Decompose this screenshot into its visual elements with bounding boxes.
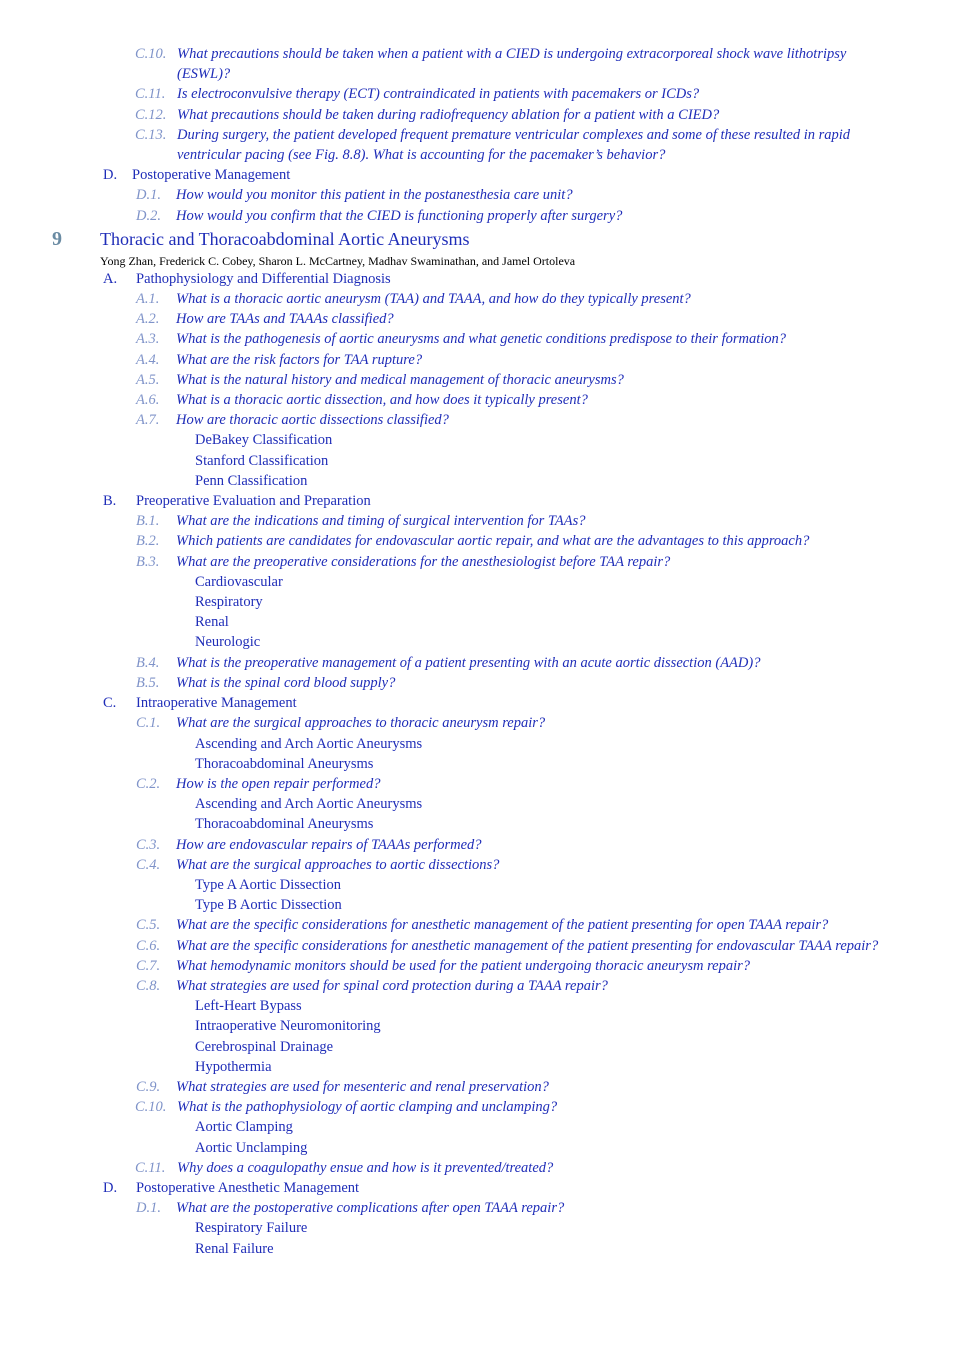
- question-text: What strategies are used for spinal cord protection during a TAAA repair?: [176, 977, 608, 994]
- toc-subtopic[interactable]: Thoracoabdominal Aneurysms: [195, 816, 374, 833]
- section-title: Intraoperative Management: [136, 695, 297, 712]
- question-text: What is a thoracic aortic aneurysm (TAA) and TAAA, and how do they typically present?: [176, 291, 691, 308]
- question-number: C.8.: [136, 977, 161, 994]
- question-number: B.3.: [136, 553, 160, 570]
- toc-question[interactable]: [0, 1158, 953, 1178]
- question-text: What are the specific considerations for anesthetic management of the patient presenting for endovascular TAAA repair?: [176, 937, 879, 954]
- question-number: A.7.: [136, 412, 160, 429]
- toc-question[interactable]: [0, 1097, 953, 1117]
- toc-subtopic[interactable]: Type B Aortic Dissection: [195, 897, 342, 914]
- question-text: What are the specific considerations for anesthetic management of the patient presenting for open TAAA repair?: [176, 917, 829, 934]
- toc-subtopic[interactable]: Cerebrospinal Drainage: [195, 1038, 334, 1055]
- toc-question[interactable]: [0, 976, 953, 996]
- chapter-heading[interactable]: [0, 226, 953, 253]
- question-number: A.4.: [136, 351, 160, 368]
- toc-subtopic[interactable]: Intraoperative Neuromonitoring: [195, 1018, 381, 1035]
- section-letter: B.: [103, 493, 117, 510]
- chapter-number: 9: [52, 227, 62, 250]
- question-text: What is the pathophysiology of aortic clamping and unclamping?: [177, 1099, 558, 1116]
- toc-question[interactable]: [0, 125, 953, 165]
- question-text: What are the indications and timing of surgical intervention for TAAs?: [176, 513, 586, 530]
- toc-question[interactable]: [0, 185, 953, 205]
- toc-question[interactable]: [0, 511, 953, 531]
- question-number: A.3.: [136, 331, 160, 348]
- toc-subtopic[interactable]: Thoracoabdominal Aneurysms: [195, 755, 374, 772]
- toc-section[interactable]: [0, 1178, 953, 1198]
- toc-subtopic[interactable]: Hypothermia: [195, 1058, 272, 1075]
- question-number: C.10.: [135, 46, 167, 62]
- section-letter: D.: [103, 1179, 118, 1196]
- toc-question[interactable]: [0, 936, 953, 956]
- toc-question[interactable]: [0, 1077, 953, 1097]
- question-number: C.3.: [136, 836, 161, 853]
- section-title: Pathophysiology and Differential Diagnosis: [136, 270, 391, 287]
- toc-subtopic[interactable]: Cardiovascular: [195, 573, 283, 590]
- toc-subtopic[interactable]: Renal Failure: [195, 1240, 274, 1257]
- question-text: What are the surgical approaches to thoracic aneurysm repair?: [176, 715, 546, 732]
- toc-subtopic[interactable]: DeBakey Classification: [195, 432, 333, 449]
- question-text: What strategies are used for mesenteric and renal preservation?: [176, 1078, 549, 1095]
- toc-subtopic[interactable]: Aortic Unclamping: [195, 1139, 308, 1156]
- question-number: D.1.: [136, 1200, 161, 1217]
- toc-question[interactable]: [0, 105, 953, 125]
- previous-chapter-entries: [0, 44, 953, 226]
- question-number: C.7.: [136, 957, 161, 974]
- section-letter: D.: [103, 167, 118, 184]
- toc-question[interactable]: [0, 309, 953, 329]
- question-number: C.2.: [136, 775, 161, 792]
- toc-section[interactable]: [0, 693, 953, 713]
- question-number: D.1.: [136, 187, 161, 204]
- toc-question[interactable]: [0, 673, 953, 693]
- question-number: D.2.: [136, 207, 161, 224]
- toc-question[interactable]: [0, 329, 953, 349]
- question-number: B.4.: [136, 654, 160, 671]
- question-text: What precautions should be taken during radiofrequency ablation for a patient with a CIED?: [177, 106, 720, 123]
- section-title: Preoperative Evaluation and Preparation: [136, 493, 371, 510]
- toc-subtopic[interactable]: Stanford Classification: [195, 452, 329, 469]
- toc-subtopic[interactable]: Renal: [195, 614, 229, 631]
- question-text: What is the spinal cord blood supply?: [176, 674, 396, 691]
- question-number: C.13.: [135, 126, 167, 143]
- question-number: C.4.: [136, 856, 161, 873]
- question-text: Which patients are candidates for endovascular aortic repair, and what are the advantages to this approach?: [176, 533, 810, 550]
- question-number: A.5.: [136, 371, 160, 388]
- question-text: How would you confirm that the CIED is functioning properly after surgery?: [176, 207, 623, 224]
- toc-subtopic[interactable]: Left-Heart Bypass: [195, 998, 302, 1015]
- toc-section[interactable]: [0, 165, 953, 185]
- toc-question[interactable]: [0, 653, 953, 673]
- chapter-entries: [0, 269, 953, 1259]
- question-text: What are the postoperative complications after open TAAA repair?: [176, 1200, 565, 1217]
- toc-subtopic[interactable]: Neurologic: [195, 634, 261, 651]
- toc-question[interactable]: [0, 350, 953, 370]
- toc-subtopic[interactable]: Ascending and Arch Aortic Aneurysms: [195, 735, 423, 752]
- question-number: A.1.: [136, 291, 160, 308]
- toc-page: [0, 44, 953, 1259]
- toc-question[interactable]: [0, 956, 953, 976]
- toc-subtopic[interactable]: Respiratory Failure: [195, 1220, 308, 1237]
- question-text: During surgery, the patient developed frequent premature ventricular complexes and some of these resulted in rapid ventricular pacing (see Fig. 8.8). What is accounting for the pacemaker’s behavior?: [177, 126, 851, 164]
- toc-question[interactable]: [0, 44, 953, 84]
- toc-question[interactable]: [0, 206, 953, 226]
- toc-question[interactable]: [0, 552, 953, 572]
- question-text: What are the surgical approaches to aortic dissections?: [176, 856, 500, 873]
- toc-subtopic[interactable]: Penn Classification: [195, 472, 308, 489]
- question-text: Is electroconvulsive therapy (ECT) contraindicated in patients with pacemakers or ICDs?: [177, 86, 700, 103]
- section-title: Postoperative Management: [132, 167, 291, 184]
- question-text: What is the natural history and medical management of thoracic aneurysms?: [176, 371, 624, 388]
- toc-question[interactable]: [0, 713, 953, 733]
- question-number: C.11.: [135, 86, 166, 103]
- toc-question[interactable]: [0, 835, 953, 855]
- question-number: B.2.: [136, 533, 160, 550]
- toc-question[interactable]: [0, 531, 953, 551]
- question-text: What is the pathogenesis of aortic aneurysms and what genetic conditions predispose to their formation?: [176, 331, 787, 348]
- section-letter: A.: [103, 270, 118, 287]
- question-number: C.12.: [135, 106, 167, 123]
- toc-question[interactable]: [0, 774, 953, 794]
- toc-section[interactable]: [0, 269, 953, 289]
- question-text: Why does a coagulopathy ensue and how is it prevented/treated?: [177, 1159, 554, 1176]
- question-text: How are TAAs and TAAAs classified?: [176, 311, 394, 328]
- section-letter: C.: [103, 695, 117, 712]
- question-text: What is the preoperative management of a patient presenting with an acute aortic dissection (AAD)?: [176, 654, 761, 671]
- question-number: A.6.: [136, 392, 160, 409]
- question-text: How are thoracic aortic dissections classified?: [176, 412, 449, 429]
- chapter-authors: Yong Zhan, Frederick C. Cobey, Sharon L. McCartney, Madhav Swaminathan, and Jamel Ortoleva: [100, 253, 576, 268]
- question-number: B.1.: [136, 513, 160, 530]
- toc-question[interactable]: [0, 390, 953, 410]
- question-number: B.5.: [136, 674, 160, 691]
- question-number: C.10.: [135, 1099, 167, 1116]
- toc-question[interactable]: [0, 915, 953, 935]
- question-text: How is the open repair performed?: [176, 775, 381, 792]
- toc-subtopic[interactable]: Aortic Clamping: [195, 1119, 293, 1136]
- question-text: How would you monitor this patient in the postanesthesia care unit?: [176, 187, 573, 204]
- question-number: C.5.: [136, 917, 161, 934]
- question-text: What precautions should be taken when a patient with a CIED is undergoing extracorporeal shock wave lithotripsy (ESWL)?: [177, 46, 847, 83]
- toc-section[interactable]: [0, 491, 953, 511]
- section-title: Postoperative Anesthetic Management: [136, 1179, 360, 1196]
- toc-question[interactable]: [0, 855, 953, 875]
- question-text: How are endovascular repairs of TAAAs performed?: [176, 836, 482, 853]
- question-text: What are the preoperative considerations for the anesthesiologist before TAA repair?: [176, 553, 671, 570]
- toc-subtopic[interactable]: Type A Aortic Dissection: [195, 876, 341, 893]
- toc-subtopic[interactable]: Respiratory: [195, 594, 263, 611]
- chapter-title[interactable]: Thoracic and Thoracoabdominal Aortic Aneurysms: [100, 228, 470, 249]
- question-text: What are the risk factors for TAA rupture?: [176, 351, 423, 368]
- question-number: C.11.: [135, 1159, 166, 1176]
- toc-question[interactable]: [0, 1198, 953, 1218]
- question-number: C.9.: [136, 1078, 161, 1095]
- question-number: C.6.: [136, 937, 161, 954]
- question-number: C.1.: [136, 715, 161, 732]
- toc-question[interactable]: [0, 84, 953, 104]
- question-text: What hemodynamic monitors should be used for the patient undergoing thoracic aneurysm repair?: [176, 957, 751, 974]
- question-number: A.2.: [136, 311, 160, 328]
- toc-question[interactable]: [0, 289, 953, 309]
- toc-question[interactable]: [0, 370, 953, 390]
- toc-subtopic[interactable]: Ascending and Arch Aortic Aneurysms: [195, 796, 423, 813]
- toc-question[interactable]: [0, 410, 953, 430]
- question-text: What is a thoracic aortic dissection, and how does it typically present?: [176, 392, 588, 409]
